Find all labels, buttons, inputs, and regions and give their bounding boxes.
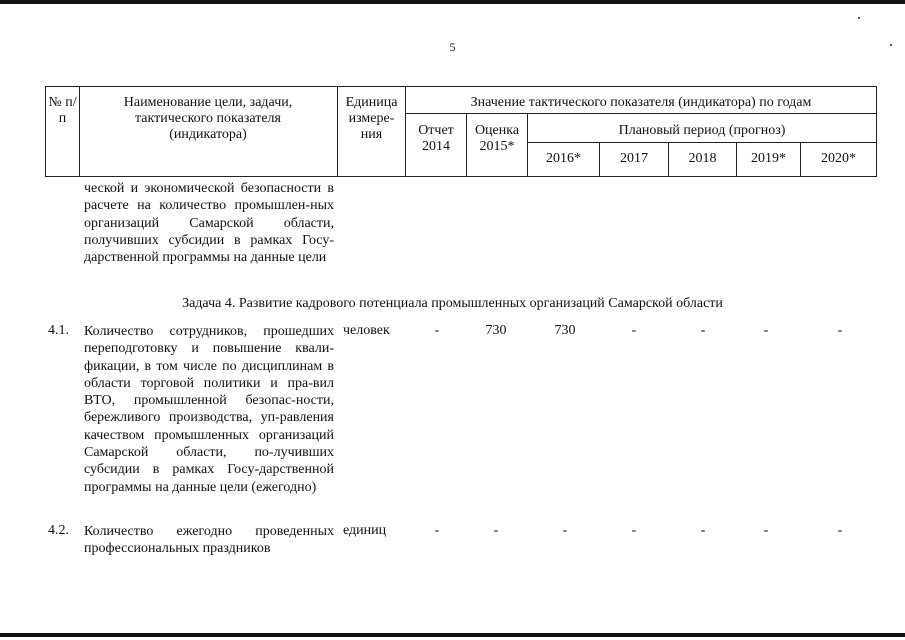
scan-speck <box>858 17 860 19</box>
header-year-2020: 2020* <box>821 151 856 166</box>
header-year-2016: 2016* <box>546 151 581 166</box>
continued-indicator-text: ческой и экономической безопасности в расчете на количество промышлен-ных организаций Самарской области, получивших субсидии в рамках Госу-дарственной программы на данные цели <box>84 181 334 266</box>
indicator-name: Количество ежегодно проведенных профессиональных праздников <box>84 524 334 557</box>
header-year-2019: 2019* <box>751 151 786 166</box>
value-2020: - <box>837 323 843 338</box>
value-estimate-2015: 730 <box>485 323 507 338</box>
table-header <box>45 86 877 177</box>
value-2019: - <box>763 523 769 538</box>
page-number: 5 <box>449 40 456 54</box>
task-heading: Задача 4. Развитие кадрового потенциала промышленных организаций Самарской области <box>182 296 723 311</box>
indicator-unit: единиц <box>343 523 387 538</box>
value-2018: - <box>700 323 706 338</box>
value-estimate-2015: - <box>493 523 499 538</box>
value-2020: - <box>837 523 843 538</box>
header-col-plan: Плановый период (прогноз) <box>618 123 786 138</box>
value-2017: - <box>631 523 637 538</box>
value-2018: - <box>700 523 706 538</box>
value-2017: - <box>631 323 637 338</box>
header-col-estimate: Оценка 2015* <box>474 123 520 154</box>
header-col-unit: Единица измере-ния <box>345 95 398 142</box>
header-col-name: Наименование цели, задачи, тактического показателя (индикатора) <box>123 95 293 142</box>
header-col-report: Отчет 2014 <box>418 123 454 154</box>
row-number: 4.2. <box>48 523 69 538</box>
header-col-number: № п/п <box>48 95 77 126</box>
value-2016: - <box>562 523 568 538</box>
indicator-unit: человек <box>343 323 390 338</box>
header-year-2018: 2018 <box>688 151 717 166</box>
value-report-2014: - <box>434 323 440 338</box>
header-col-values: Значение тактического показателя (индикатора) по годам <box>470 95 812 110</box>
row-number: 4.1. <box>48 323 69 338</box>
value-2019: - <box>763 323 769 338</box>
top-border-bar <box>0 0 905 4</box>
value-report-2014: - <box>434 523 440 538</box>
indicator-name: Количество сотрудников, прошедших переподготовку и повышение квали-фикации, в том числе по дисциплинам в области торговой политики и пра-вил ВТО, промышленной безопас-ности, бережливого производства, уп-равления качеством промышленных организаций Самарской области, по-лучивших субсидии в рамках Госу-дарственной программы на данные цели (ежегодно) <box>84 324 334 495</box>
header-year-2017: 2017 <box>620 151 648 166</box>
value-2016: 730 <box>554 323 576 338</box>
bottom-border-bar <box>0 633 905 637</box>
